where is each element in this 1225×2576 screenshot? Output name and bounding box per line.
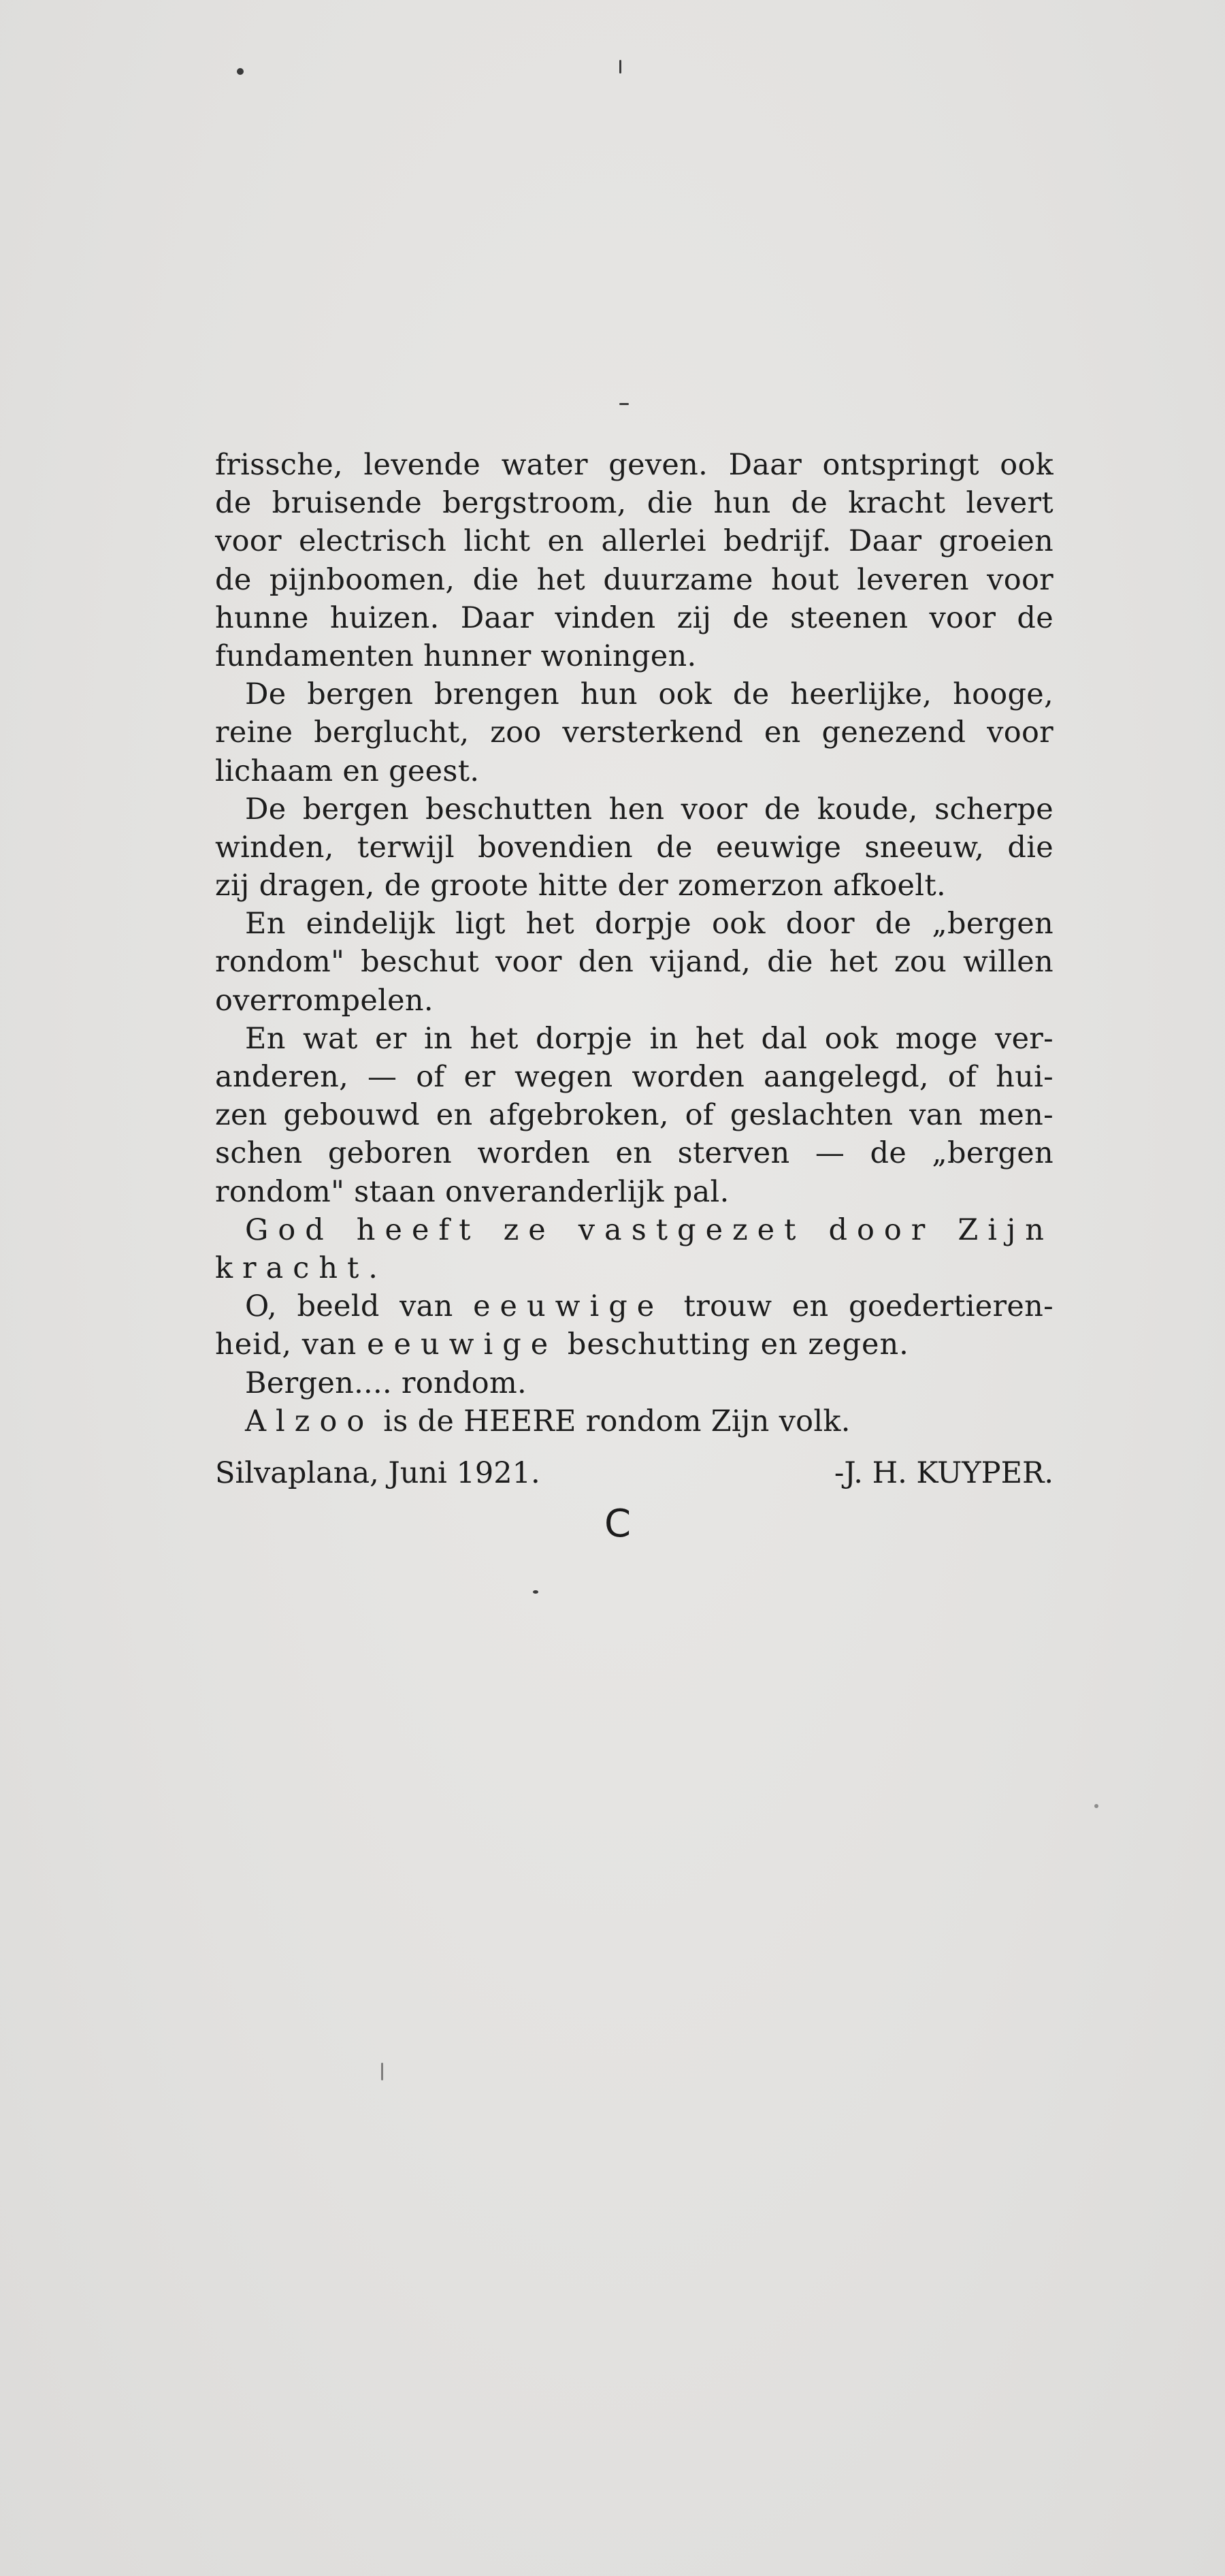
text-line: frissche, levende water geven. Daar ontspringt ook	[215, 448, 1054, 482]
dust-speck	[619, 60, 621, 74]
text-line: fundamenten hunner woningen.	[215, 639, 697, 673]
signature-row	[215, 1454, 1054, 1492]
paragraph	[215, 905, 1054, 1020]
paragraphs	[215, 446, 1054, 1211]
paragraph	[215, 446, 1054, 675]
paragraph	[215, 1020, 1054, 1211]
text-line: En wat er in het dorpje in het dal ook moge ver-	[245, 1021, 1054, 1056]
text-line: hunne huizen. Daar vinden zij de steenen voor de	[215, 600, 1054, 635]
text-line: winden, terwijl bovendien de eeuwige sneeuw, die	[215, 830, 1054, 865]
dust-speck	[381, 2063, 383, 2080]
place-date: Silvaplana, Juni 1921.	[215, 1455, 540, 1490]
article-text	[215, 446, 1054, 1492]
author-signature: -J. H. KUYPER.	[834, 1455, 1054, 1490]
bergen-line: Bergen.... rondom.	[245, 1366, 527, 1400]
text-line: zij dragen, de groote hitte der zomerzon afkoelt.	[215, 869, 946, 903]
paragraph	[215, 790, 1054, 905]
paragraph	[215, 675, 1054, 790]
god-line-2: kracht.	[215, 1251, 387, 1285]
dust-speck	[619, 403, 629, 405]
alzoo-line: Alzoo is de HEERE rondom Zijn volk.	[245, 1404, 851, 1438]
text-line: rondom" staan onveranderlijk pal.	[215, 1174, 730, 1209]
text-line: de pijnboomen, die het duurzame hout leveren voor	[215, 562, 1054, 597]
dust-speck	[1094, 1804, 1098, 1808]
text-line: schen geboren worden en sterven — de „bergen	[215, 1136, 1054, 1171]
text-line: En eindelijk ligt het dorpje ook door de „bergen	[245, 907, 1054, 941]
o-line-2: heid, van eeuwige beschutting en zegen.	[215, 1327, 909, 1362]
text-line: zen gebouwd en afgebroken, of geslachten van men-	[215, 1098, 1054, 1133]
text-line: voor electrisch licht en allerlei bedrijf. Daar groeien	[215, 524, 1054, 559]
god-line-1: God heeft ze vastgezet door Zijn	[245, 1212, 1054, 1247]
dust-speck	[533, 1590, 538, 1594]
colophon-mark: C	[604, 1502, 632, 1546]
text-line: overrompelen.	[215, 983, 434, 1018]
o-line-1: O, beeld van eeuwige trouw en goedertieren-	[245, 1289, 1054, 1324]
text-line: De bergen brengen hun ook de heerlijke, hooge,	[245, 677, 1054, 712]
dust-speck	[237, 68, 244, 75]
text-line: de bruisende bergstroom, die hun de kracht levert	[215, 486, 1054, 521]
text-line: rondom" beschut voor den vijand, die het zou willen	[215, 945, 1054, 980]
text-line: De bergen beschutten hen voor de koude, scherpe	[245, 792, 1054, 826]
text-line: reine berglucht, zoo versterkend en genezend voor	[215, 715, 1054, 750]
text-line: lichaam en geest.	[215, 754, 480, 788]
text-line: anderen, — of er wegen worden aangelegd, of hui-	[215, 1060, 1054, 1094]
